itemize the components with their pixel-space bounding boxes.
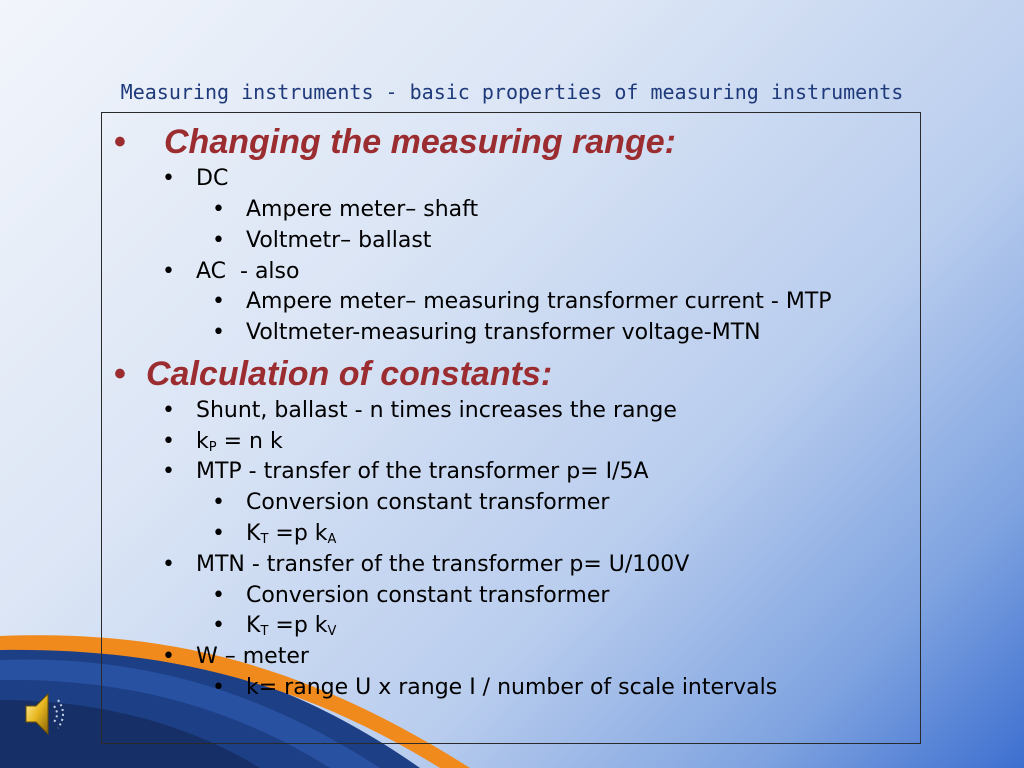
item-text: Conversion constant transformer bbox=[246, 490, 610, 515]
list-item bbox=[212, 197, 478, 222]
list-item bbox=[212, 675, 777, 700]
section-heading: Changing the measuring range: bbox=[164, 123, 676, 161]
item-text: MTP - transfer of the transformer p= I/5A bbox=[196, 459, 649, 484]
list-item bbox=[162, 259, 299, 284]
bullet: • bbox=[162, 644, 175, 669]
item-text: Conversion constant transformer bbox=[246, 583, 610, 608]
bullet: • bbox=[212, 320, 225, 345]
bullet: • bbox=[162, 429, 175, 454]
bullet: • bbox=[114, 123, 126, 161]
subscript: V bbox=[327, 624, 337, 639]
list-item bbox=[212, 228, 431, 253]
speaker-icon[interactable] bbox=[20, 688, 72, 740]
subscript: T bbox=[260, 532, 269, 547]
item-text: Ampere meter– shaft bbox=[246, 197, 479, 222]
list-item bbox=[162, 429, 283, 455]
bullet: • bbox=[212, 583, 225, 608]
subscript: A bbox=[327, 532, 337, 547]
item-text: W – meter bbox=[196, 644, 309, 669]
bullet: • bbox=[212, 289, 225, 314]
slide-title: Measuring instruments - basic properties of measuring instruments bbox=[120, 80, 904, 104]
subscript: P bbox=[208, 440, 217, 455]
list-item bbox=[212, 320, 761, 345]
item-text: Voltmeter-measuring transformer voltage-MTN bbox=[246, 320, 761, 345]
bullet: • bbox=[212, 521, 225, 546]
list-item bbox=[212, 289, 832, 314]
list-item bbox=[162, 398, 677, 423]
section-changing-range bbox=[114, 123, 676, 162]
item-text: MTN - transfer of the transformer p= U/100V bbox=[196, 552, 690, 577]
section-heading: Calculation of constants: bbox=[146, 355, 553, 393]
item-text: Voltmetr– ballast bbox=[246, 228, 432, 253]
item-text: k= range U x range I / number of scale intervals bbox=[246, 675, 778, 700]
content-box bbox=[101, 112, 921, 744]
list-item bbox=[162, 552, 689, 577]
item-text: =p k bbox=[268, 521, 328, 546]
bullet: • bbox=[212, 197, 225, 222]
bullet: • bbox=[162, 259, 175, 284]
bullet: • bbox=[162, 166, 175, 191]
item-text: AC - also bbox=[196, 259, 300, 284]
item-text: K bbox=[246, 521, 261, 546]
item-text: k bbox=[196, 429, 209, 454]
item-text: K bbox=[246, 613, 261, 638]
bullet: • bbox=[114, 355, 126, 393]
list-item bbox=[162, 644, 309, 669]
section-calculation-constants bbox=[114, 355, 552, 394]
list-item bbox=[162, 459, 649, 484]
item-text: DC bbox=[196, 166, 229, 191]
item-text: = n k bbox=[216, 429, 283, 454]
list-item bbox=[212, 613, 336, 639]
bullet: • bbox=[162, 552, 175, 577]
bullet: • bbox=[212, 228, 225, 253]
subscript: T bbox=[260, 624, 269, 639]
bullet: • bbox=[212, 490, 225, 515]
list-item bbox=[212, 583, 609, 608]
list-item bbox=[212, 490, 609, 515]
list-item bbox=[212, 521, 336, 547]
bullet: • bbox=[212, 675, 225, 700]
bullet: • bbox=[212, 613, 225, 638]
item-text: =p k bbox=[268, 613, 328, 638]
bullet: • bbox=[162, 398, 175, 423]
item-text: Shunt, ballast - n times increases the range bbox=[196, 398, 677, 423]
bullet: • bbox=[162, 459, 175, 484]
item-text: Ampere meter– measuring transformer current - MTP bbox=[246, 289, 832, 314]
list-item bbox=[162, 166, 228, 191]
